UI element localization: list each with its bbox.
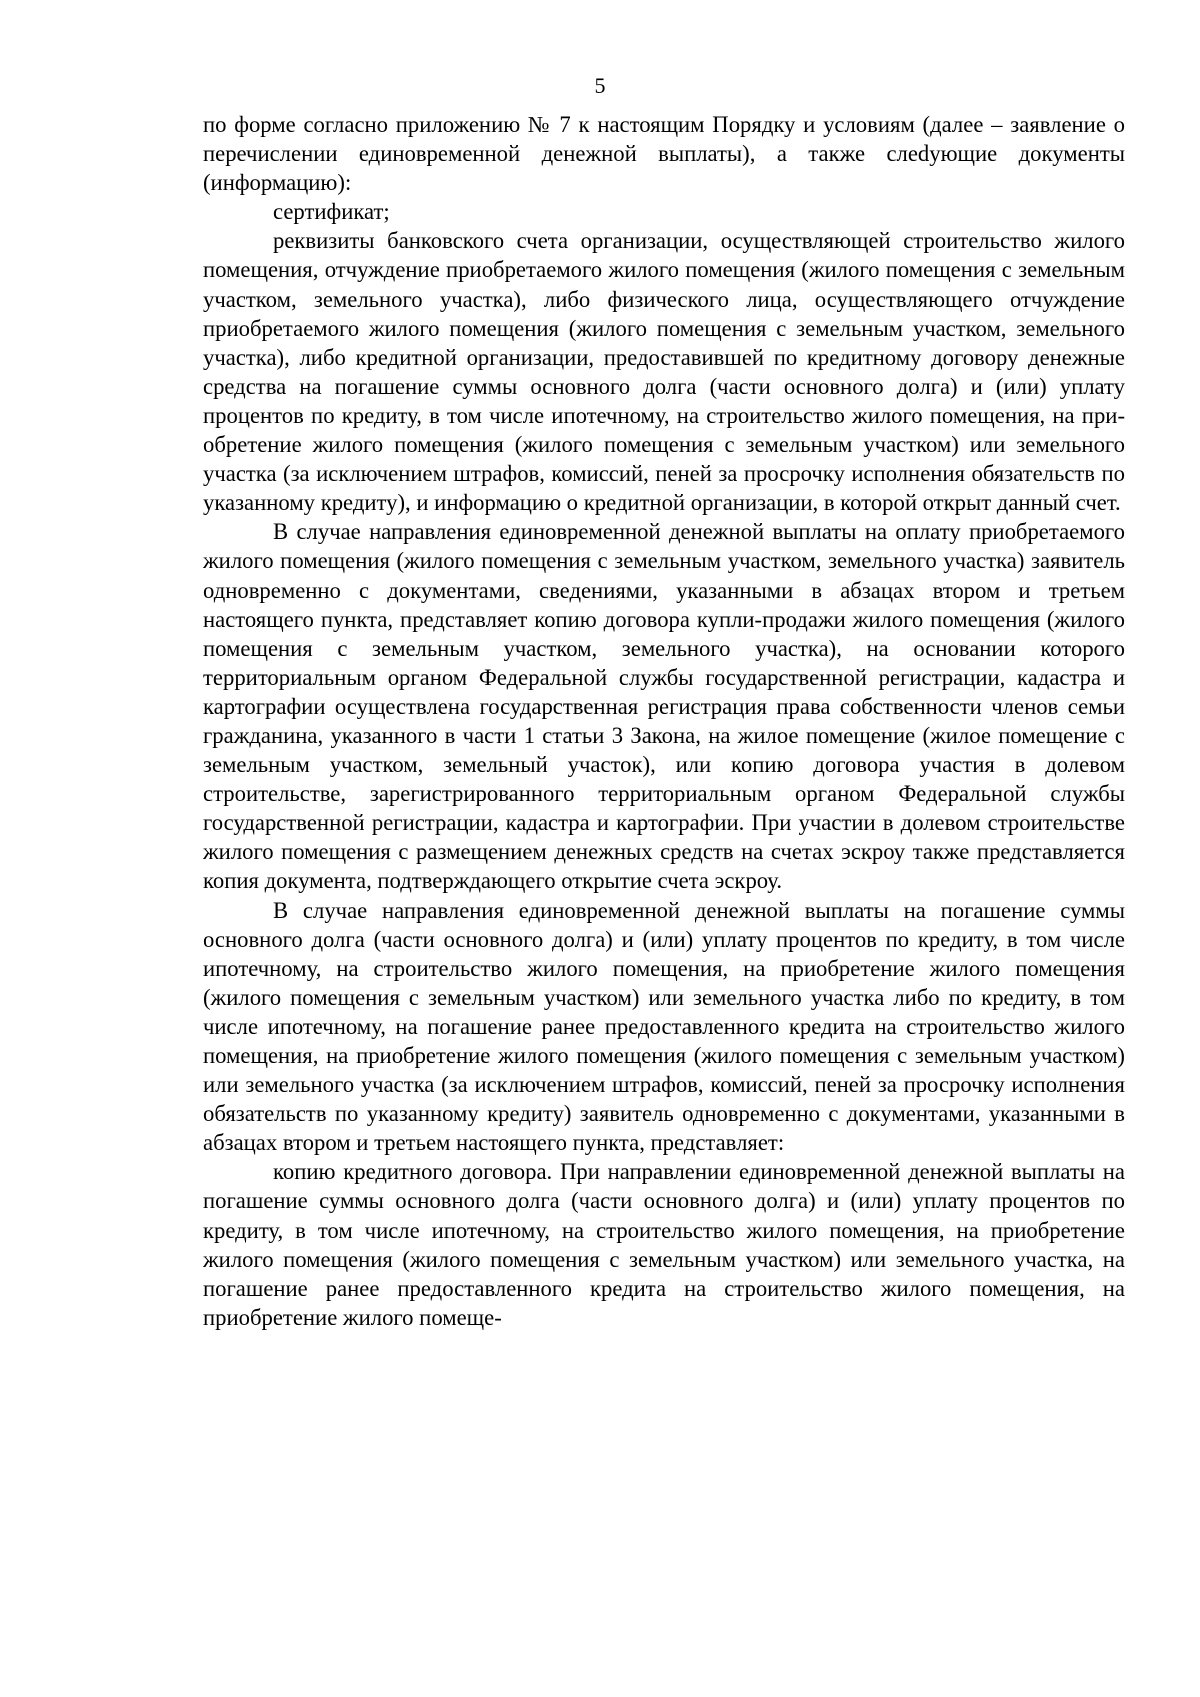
paragraph-3: реквизиты банковского счета организации, осуществляющей строительство жилого помещения, отчуждение приобретаемого жилого помещения (жилого помещения с земельным участком, земельного участка), либо физического лица, осуществляющего отчуждение приобретаемого жилого помещения (жилого помещения с земельным участком, земельного участка), либо кредитной организации, предоставившей по кредитному договору денежные средства на погашение суммы основного долга (части основного долга) и (или) уплату процентов по кредиту, в том числе ипотечному, на строительство жилого помещения, на приобретение жилого помещения (жилого помещения с земельным участком) или земельного участка (за исключением штрафов, комиссий, пеней за просрочку исполнения обязательств по указанному кредиту), и информацию о кредитной организации, в которой открыт данный счет. — [203, 228, 1125, 516]
paragraph-2: сертификат; — [273, 199, 390, 225]
page-number: 5 — [594, 73, 606, 98]
paragraph-5: В случае направления единовременной денежной выплаты на погашение суммы основного долга (части основного долга) и (или) уплату процентов по кредиту, в том числе ипотечному, на строительство жилого помещения, на приобретение жилого помещения (жилого помещения с земельным участком) или земельного участка либо по кредиту, в том числе ипотечному, на погашение ранее предоставленного кредита на строительство жилого помещения, на приобретение жилого помещения (жилого помещения с земельным участком) или земельного участка (за исключением штрафов, комиссий, пеней за просрочку исполнения обязательств по указанному кредиту) заявитель одновременно с документами, указанными в абзацах втором и третьем настоящего пункта, представляет: — [203, 897, 1125, 1156]
paragraph-4: В случае направления единовременной денежной выплаты на оплату приобретаемого жилого помещения (жилого помещения с земельным участком, земельного участка) заявитель одновременно с документами, сведениями, указанными в абзацах втором и третьем настоящего пункта, представляет копию договора купли-продажи жилого помещения (жилого помещения с земельным участком, земельного участка), на основании которого территориальным органом Федеральной службы государственной регистрации, кадастра и картографии осуществлена государственная регистрация права собственности членов семьи гражданина, указанного в части 1 статьи 3 Закона, на жилое помещение (жилое помещение с земельным участком, земельный участок), или копию договора участия в долевом строительстве, зарегистрированного территориальным органом Федеральной службы государственной регистрации, кадастра и картографии. При участии в долевом строительстве жилого помещения с размещением денежных средств на счетах эскроу также представляется копия документа, подтверждающего открытие счета эскроу. — [203, 519, 1125, 894]
paragraph-1: по форме согласно приложению № 7 к настоящим Порядку и условиям (далее – заявление о перечислении единовременной денежной выплаты), а также слеdующие документы (информацию): — [203, 112, 1125, 196]
document-body — [203, 110, 1125, 1332]
paragraph-6: копию кредитного договора. При направлении единовременной денежной выплаты на погашение суммы основного долга (части основного долга) и (или) уплату процентов по кредиту, в том числе ипотечному, на строительство жилого помещения, на приобретение жилого помещения (жилого помещения с земельным участком) или земельного участка, на погашение ранее предоставленного кредита на строительство жилого помещения, на приобретение жилого помеще- — [203, 1159, 1125, 1330]
